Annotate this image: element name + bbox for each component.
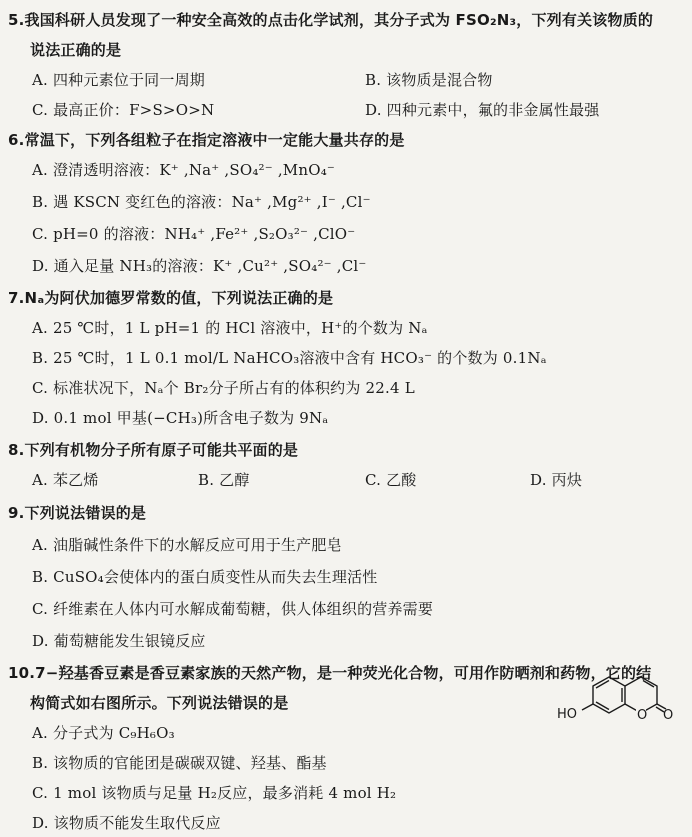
question-8-option-c: C. 乙酸 — [365, 471, 417, 489]
question-9-option-a: A. 油脂碱性条件下的水解反应可用于生产肥皂 — [32, 536, 342, 554]
question-8-option-b: B. 乙醇 — [198, 471, 250, 489]
hydroxyl-label: HO — [557, 707, 578, 722]
question-9-option-b: B. CuSO₄会使体内的蛋白质变性从而失去生理活性 — [32, 568, 378, 586]
question-7-option-b: B. 25 ℃时，1 L 0.1 mol/L NaHCO₃溶液中含有 HCO₃⁻ 的个数为 0.1Nₐ — [32, 349, 547, 367]
carbonyl-oxygen-label: O — [663, 708, 674, 723]
question-6-option-b: B. 遇 KSCN 变红色的溶液：Na⁺ ,Mg²⁺ ,I⁻ ,Cl⁻ — [32, 193, 371, 211]
question-8-stem: 8.下列有机物分子所有原子可能共平面的是 — [8, 441, 299, 459]
question-5-stem-line-1: 5.我国科研人员发现了一种安全高效的点击化学试剂，其分子式为 FSO₂N₃，下列有关该物质的 — [8, 11, 654, 29]
question-7-option-d: D. 0.1 mol 甲基(−CH₃)所含电子数为 9Nₐ — [32, 409, 329, 427]
question-6-stem: 6.常温下，下列各组粒子在指定溶液中一定能大量共存的是 — [8, 131, 405, 149]
question-10-option-c: C. 1 mol 该物质与足量 H₂反应，最多消耗 4 mol H₂ — [32, 784, 397, 802]
question-8-option-d: D. 丙炔 — [530, 471, 583, 489]
question-9-option-d: D. 葡萄糖能发生银镜反应 — [32, 632, 206, 650]
question-8-option-a: A. 苯乙烯 — [32, 471, 99, 489]
ring-oxygen-label: O — [637, 708, 648, 723]
question-5-option-b: B. 该物质是混合物 — [365, 71, 493, 89]
question-10-option-d: D. 该物质不能发生取代反应 — [32, 814, 221, 832]
question-5-option-a: A. 四种元素位于同一周期 — [32, 71, 205, 89]
question-5-option-d: D. 四种元素中，氟的非金属性最强 — [365, 101, 600, 119]
question-9-option-c: C. 纤维素在人体内可水解成葡萄糖，供人体组织的营养需要 — [32, 600, 434, 618]
hydroxycoumarin-structure-diagram — [555, 668, 675, 738]
question-6-option-c: C. pH=0 的溶液：NH₄⁺ ,Fe²⁺ ,S₂O₃²⁻ ,ClO⁻ — [32, 225, 356, 243]
question-5-option-c: C. 最高正价：F>S>O>N — [32, 101, 215, 119]
question-7-option-a: A. 25 ℃时，1 L pH=1 的 HCl 溶液中，H⁺的个数为 Nₐ — [32, 319, 428, 337]
benzene-ring — [593, 677, 625, 713]
question-6-option-a: A. 澄清透明溶液：K⁺ ,Na⁺ ,SO₄²⁻ ,MnO₄⁻ — [32, 161, 336, 179]
question-10-stem-line-1: 10.7−羟基香豆素是香豆素家族的天然产物，是一种荧光化合物，可用作防晒剂和药物，它的结 — [8, 664, 652, 682]
question-7-option-c: C. 标准状况下，Nₐ个 Br₂分子所占有的体积约为 22.4 L — [32, 379, 415, 397]
question-7-stem: 7.Nₐ为阿伏加德罗常数的值，下列说法正确的是 — [8, 289, 334, 307]
question-9-stem: 9.下列说法错误的是 — [8, 504, 147, 522]
question-10-stem-line-2: 构简式如右图所示。下列说法错误的是 — [30, 694, 289, 712]
question-10-option-b: B. 该物质的官能团是碳碳双键、羟基、酯基 — [32, 754, 327, 772]
question-10-option-a: A. 分子式为 C₉H₆O₃ — [32, 724, 175, 742]
question-6-option-d: D. 通入足量 NH₃的溶液：K⁺ ,Cu²⁺ ,SO₄²⁻ ,Cl⁻ — [32, 257, 367, 275]
question-5-stem-line-2: 说法正确的是 — [30, 41, 122, 59]
